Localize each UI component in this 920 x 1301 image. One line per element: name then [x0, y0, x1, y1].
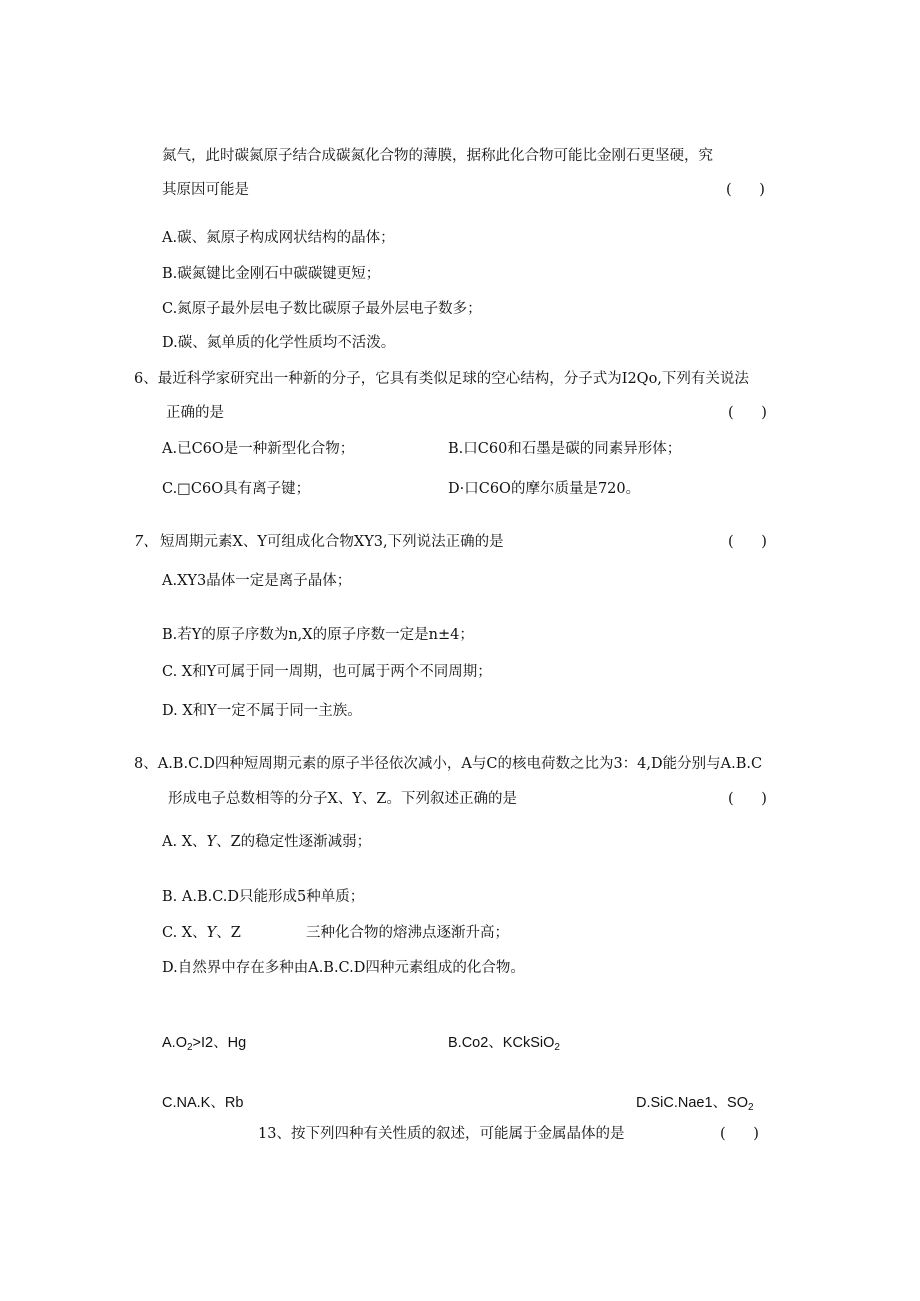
q6-stem-line2: 正确的是 — [166, 405, 224, 421]
q8-option-c-mid: 、Z — [216, 925, 241, 941]
q8-option-b: B. A.B.C.D只能形成5种单质； — [162, 889, 365, 905]
q5-option-d: D.碳、氮单质的化学性质均不活泼。 — [162, 335, 396, 351]
q6-option-a: A.已C6O是一种新型化合物； — [162, 441, 355, 457]
q5-continuation-line2: 其原因可能是 — [162, 182, 249, 198]
misc-option-a — [162, 1033, 246, 1053]
q8-option-a — [162, 832, 371, 852]
q13-stem: 13、按下列四种有关性质的叙述，可能属于金属晶体的是 — [258, 1126, 625, 1142]
misc-option-d — [636, 1093, 754, 1113]
misc-option-d-subscript: 2 — [748, 1102, 754, 1113]
misc-option-a-suffix: >I2、Hg — [192, 1035, 247, 1051]
q8-option-c-suffix: 三种化合物的熔沸点逐渐升高； — [306, 925, 509, 941]
q6-option-c: C.□C6O具有离子键； — [162, 481, 311, 497]
q7-number-text: 7、 — [134, 534, 158, 550]
q5-option-a: A.碳、氮原子构成网状结构的晶体； — [162, 230, 395, 246]
q5-answer-parentheses: ( ) — [726, 182, 765, 198]
q6-answer-parentheses: ( ) — [728, 405, 767, 421]
q13-answer-parentheses: ( ) — [720, 1126, 759, 1142]
q6-stem-line1: 6、最近科学家研究出一种新的分子，它具有类似足球的空心结构，分子式为I2Qo,下列有关说法 — [134, 371, 749, 387]
q7-number — [134, 532, 158, 552]
q8-stem-line1: 8、A.B.C.D四种短周期元素的原子半径依次减小，A与C的核电荷数之比为3：4,D能分别与A.B.C — [134, 756, 763, 772]
q5-option-b: B.碳氮键比金刚石中碳碳键更短； — [162, 266, 381, 282]
q7-answer-parentheses: ( ) — [728, 534, 767, 550]
q7-option-c: C. X和Y可属于同一周期，也可属于两个不同周期； — [162, 664, 492, 680]
q7-option-a: A.XY3晶体一定是离子晶体； — [162, 573, 352, 589]
q5-option-c: C.氮原子最外层电子数比碳原子最外层电子数多； — [162, 301, 482, 317]
q6-option-b: B.口C60和石墨是碳的同素异形体； — [448, 441, 682, 457]
q8-option-a-y: Y — [206, 834, 217, 850]
q7-option-b: B.若Y的原子序数为n,X的原子序数一定是n±4； — [162, 627, 474, 643]
misc-option-a-prefix: A.O — [162, 1035, 187, 1051]
q7-stem: 短周期元素X、Y可组成化合物XY3,下列说法正确的是 — [160, 534, 504, 550]
q5-continuation-line1: 氮气，此时碳氮原子结合成碳氮化合物的薄膜，据称此化合物可能比金刚石更坚硬，究 — [162, 148, 713, 164]
misc-option-b-prefix: B.Co2、KCkSiO — [448, 1035, 555, 1051]
q8-option-c — [162, 923, 241, 943]
misc-option-d-prefix: D.SiC.Nae1、SO — [636, 1095, 749, 1111]
misc-option-c: C.NA.K、Rb — [162, 1095, 244, 1111]
misc-option-b — [448, 1033, 560, 1053]
q8-option-c-y: Y — [206, 925, 217, 941]
q8-option-d: D.自然界中存在多种由A.B.C.D四种元素组成的化合物。 — [162, 960, 525, 976]
q8-option-c-prefix: C. X、 — [162, 925, 207, 941]
q8-option-a-prefix: A. X、 — [162, 834, 207, 850]
misc-option-b-subscript: 2 — [554, 1042, 560, 1053]
q7-option-d: D. X和Y一定不属于同一主族。 — [162, 703, 362, 719]
q8-answer-parentheses: ( ) — [728, 791, 767, 807]
q8-option-a-suffix: 、Z的稳定性逐渐减弱； — [216, 834, 372, 850]
q6-option-d: D·口C6O的摩尔质量是720。 — [448, 481, 641, 497]
q8-stem-line2: 形成电子总数相等的分子X、Y、Z。下列叙述正确的是 — [168, 791, 517, 807]
misc-option-a-subscript: 2 — [186, 1042, 193, 1053]
